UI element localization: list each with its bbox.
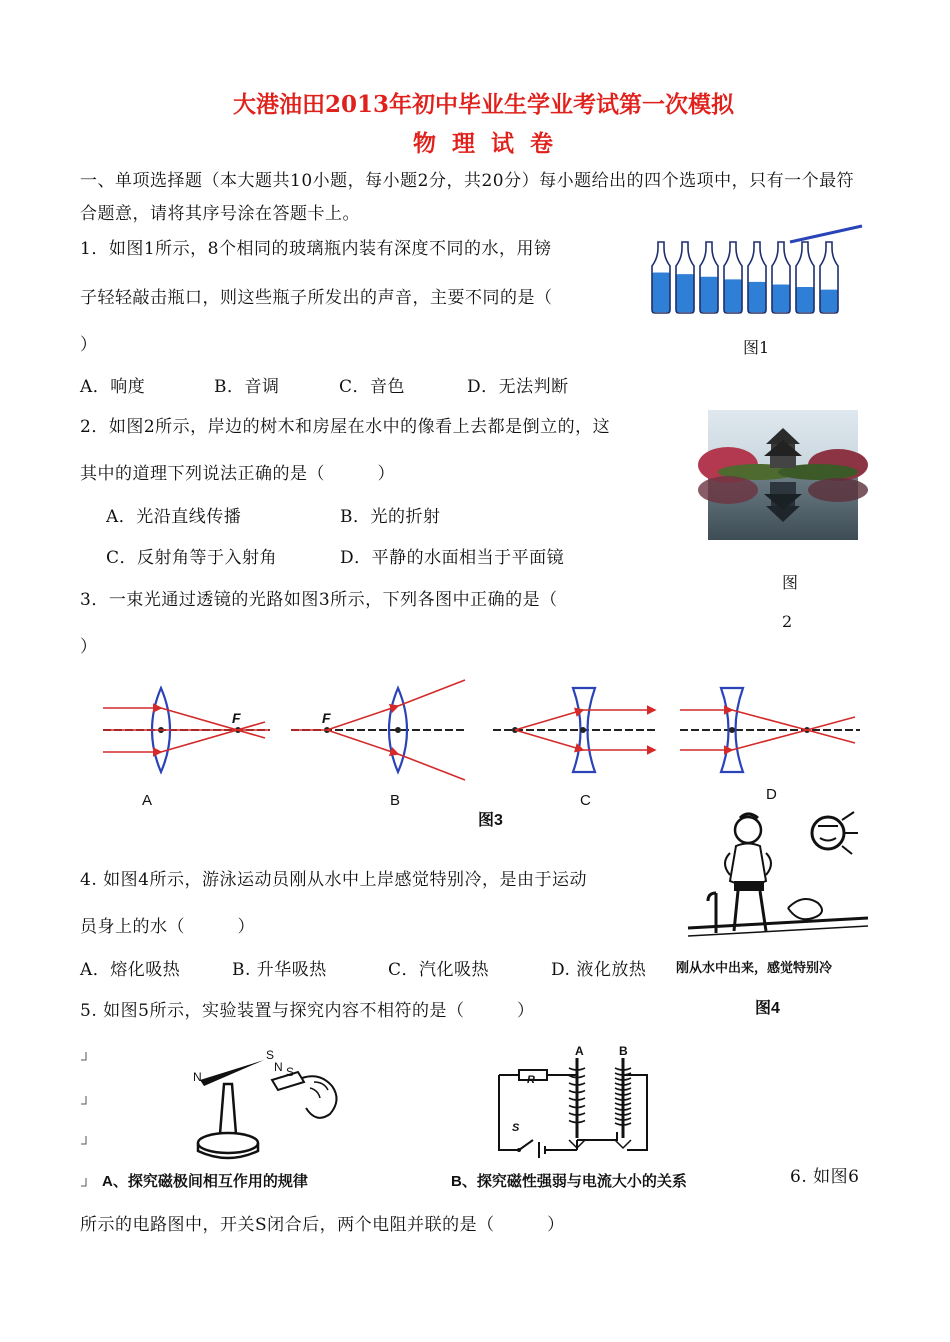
q4-text-line1: 4. 如图4所示，游泳运动员刚从水中上岸感觉特别冷，是由于运动 [80,870,587,890]
q4-option-c: C．汽化吸热 [388,960,490,980]
q1-text-line1: 1．如图1所示，8个相同的玻璃瓶内装有深度不同的水，用镑 [80,239,552,259]
q1-text-line2: 子轻轻敲击瓶口，则这些瓶子所发出的声音，主要不同的是（ [80,288,553,308]
figure3-diagram-b [291,680,465,780]
q4-option-b: B. 升华吸热 [232,960,327,980]
q1-option-a: A．响度 [80,377,146,397]
figure3-label-d: D [766,786,777,803]
figure3-label-a: A [142,792,153,809]
figure2-caption-2: 2 [782,612,793,631]
figure3-label-c: C [580,792,591,809]
figure5-a-s-label-2: S [286,1065,295,1079]
figure5-a-n-label: N [193,1070,202,1084]
bottle-water [820,290,838,312]
q4-text-line2: 员身上的水（ ） [80,917,255,937]
q2-text-line2: 其中的道理下列说法正确的是（ ） [80,464,395,484]
q4-option-d: D. 液化放热 [551,960,647,980]
figure5-option-b: B、探究磁性强弱与电流大小的关系 [451,1173,687,1190]
figure3-diagram-c [493,688,655,772]
q1-option-b: B．音调 [214,377,280,397]
figure2-reflection-photo [708,410,858,540]
figure5-b-r-label: R [527,1074,535,1086]
return-marks [80,1050,90,1200]
figure4-caption: 图4 [755,1000,780,1017]
figure4-text: 刚从水中出来，感觉特别冷 [676,960,833,975]
figure3-caption: 图3 [478,812,503,829]
figure2-caption-1: 图 [782,573,799,592]
figure1-bottles [640,224,870,319]
q2-option-c: C．反射角等于入射角 [106,548,278,568]
figure3-focus-label-b: F [322,710,331,726]
figure3-diagram-a [103,688,270,772]
bottle-water [676,274,694,312]
figure4-swimmer-cartoon [688,808,868,958]
q3-text-line1: 3．一束光通过透镜的光路如图3所示，下列各图中正确的是（ [80,590,558,610]
figure5-a-s-label-1: S [266,1048,275,1062]
q2-option-d: D．平静的水面相当于平面镜 [340,548,565,568]
figure3-focus-label-a: F [232,710,241,726]
figure1-caption: 图1 [743,338,770,357]
bottle-water [748,282,766,312]
bottle-water [724,279,742,312]
q1-option-d: D．无法判断 [467,377,569,397]
figure3-label-b: B [390,792,401,809]
figure5-option-b-diagram [495,1048,665,1158]
figure5-a-n-label-2: N [274,1060,283,1074]
section-intro-line1: 一、单项选择题（本大题共10小题，每小题2分，共20分）每小题给出的四个选项中，只有一个最符 [80,171,855,191]
q2-option-a: A．光沿直线传播 [106,507,242,527]
figure3-diagram-d [680,688,860,772]
bottle-water [796,287,814,312]
q1-option-c: C．音色 [339,377,406,397]
section-intro-line2: 合题意，请将其序号涂在答题卡上。 [80,204,360,224]
figure5-b-a-label: A [575,1044,584,1058]
exam-title: 大港油田2013年初中毕业生学业考试第一次模拟 [233,91,735,118]
q2-text-line1: 2．如图2所示，岸边的树木和房屋在水中的像看上去都是倒立的，这 [80,417,611,437]
bottle-water [652,272,670,312]
exam-subtitle: 物 理 试 卷 [413,130,558,157]
q6-text-line2: 所示的电路图中，开关S闭合后，两个电阻并联的是（ ） [80,1215,565,1235]
figure5-option-a: A、探究磁极间相互作用的规律 [102,1173,308,1190]
q6-text-line1: 6. 如图6 [790,1167,860,1187]
q1-text-line3: ） [80,335,98,355]
bottle-water [772,284,790,312]
q3-text-line2: ） [80,637,98,657]
q2-option-b: B．光的折射 [340,507,441,527]
q5-text-line1: 5. 如图5所示，实验装置与探究内容不相符的是（ ） [80,1001,535,1021]
figure5-b-b-label: B [619,1044,628,1058]
figure3-lens-diagrams [95,680,865,780]
q4-option-a: A．熔化吸热 [80,960,181,980]
bottle-water [700,277,718,312]
figure5-b-s-label: S [512,1122,520,1134]
